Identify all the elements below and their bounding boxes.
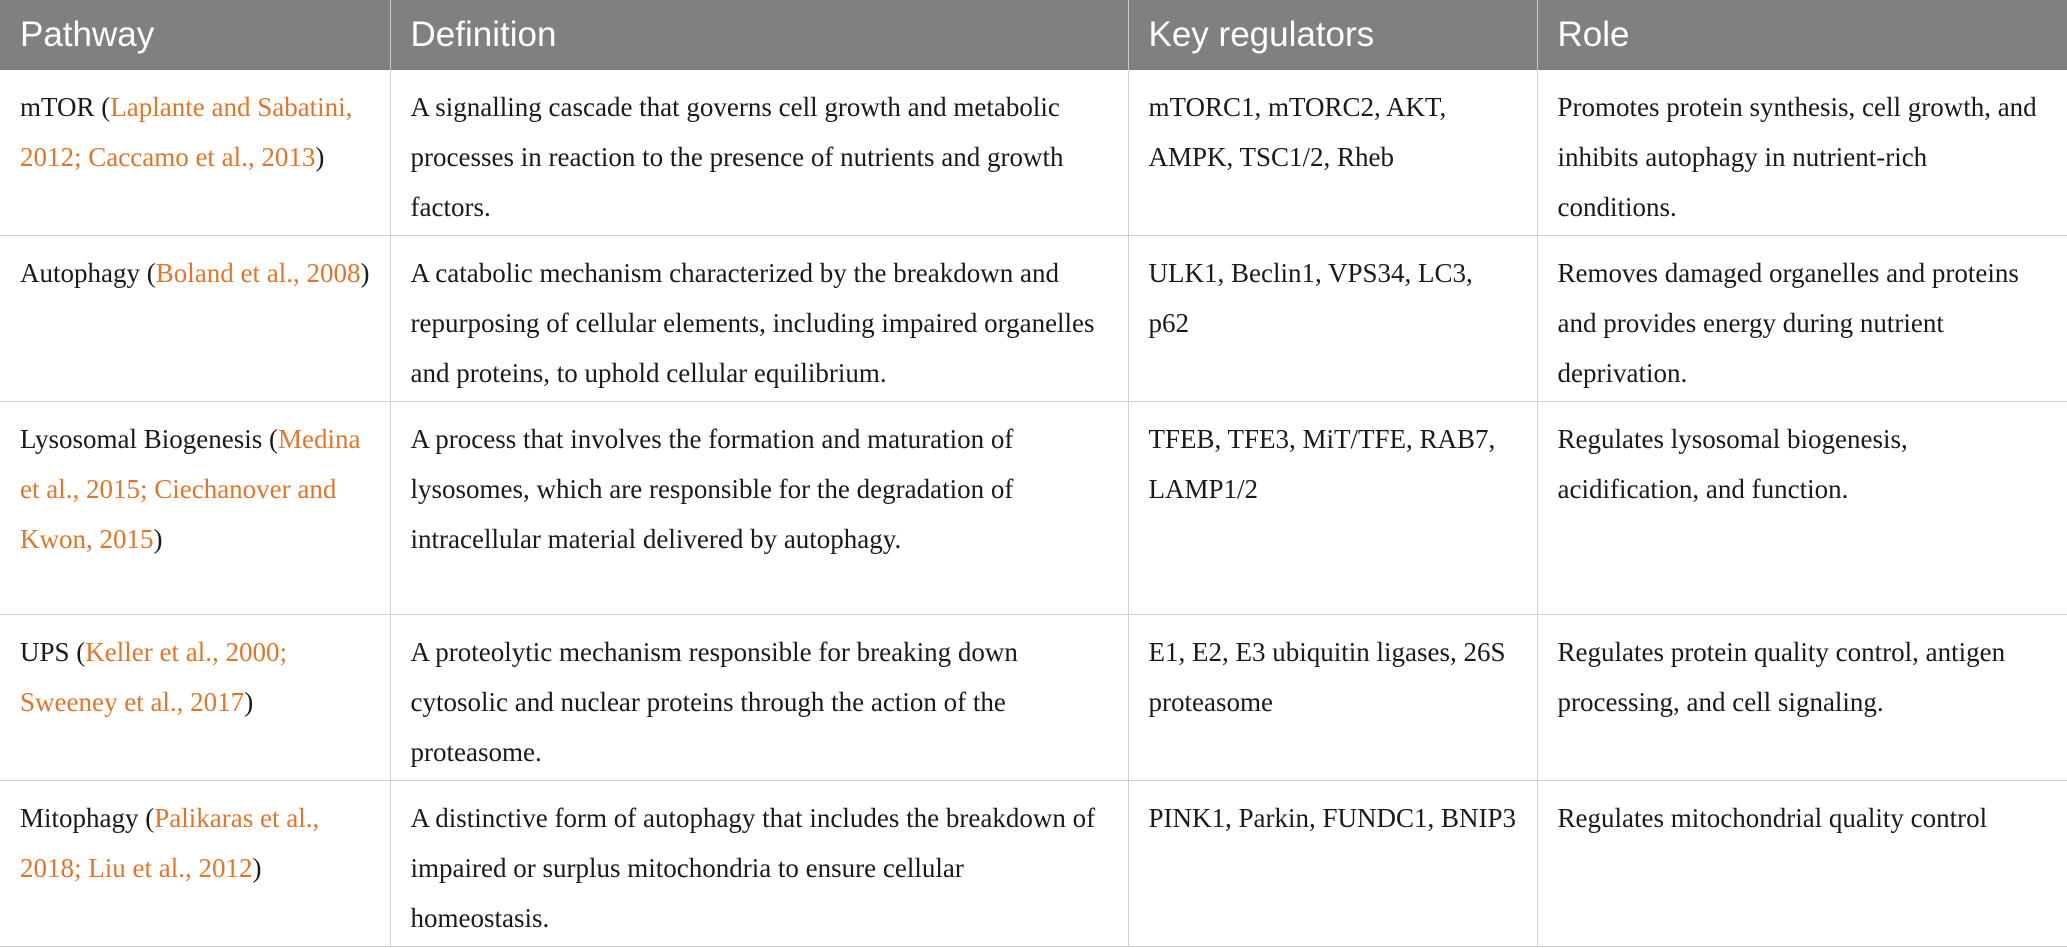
paren-close: ) [315,142,325,172]
paren-close: ) [153,524,163,554]
regulators-cell: ULK1, Beclin1, VPS34, LC3, p62 [1128,236,1537,402]
pathway-cell [0,781,390,947]
table-row [0,781,2067,947]
pathway-name: Mitophagy [20,803,139,833]
table-row [0,70,2067,236]
pathway-cell [0,615,390,781]
table-row [0,615,2067,781]
regulators-cell: E1, E2, E3 ubiquitin ligases, 26S proteasome [1128,615,1537,781]
pathway-name: mTOR [20,92,95,122]
pathway-name: Lysosomal Biogenesis [20,424,263,454]
regulators-cell: PINK1, Parkin, FUNDC1, BNIP3 [1128,781,1537,947]
pathway-name: Autophagy [20,258,140,288]
header-row [0,0,2067,70]
table-body [0,70,2067,947]
paren-open: ( [94,92,111,122]
paren-close: ) [360,258,370,288]
definition-cell: A catabolic mechanism characterized by the breakdown and repurposing of cellular elements, including impaired organelles and proteins, to uphold cellular equilibrium. [390,236,1128,402]
pathway-cell [0,236,390,402]
role-cell: Regulates mitochondrial quality control [1537,781,2067,947]
role-cell: Promotes protein synthesis, cell growth, and inhibits autophagy in nutrient-rich conditions. [1537,70,2067,236]
citation-link[interactable]: Laplante and Sabatini, 2012; Caccamo et al., 2013 [20,92,353,172]
header-pathway: Pathway [0,0,390,70]
table-row [0,402,2067,615]
header-definition: Definition [390,0,1128,70]
table-row [0,236,2067,402]
paren-open: ( [138,803,155,833]
role-cell: Regulates protein quality control, antigen processing, and cell signaling. [1537,615,2067,781]
definition-cell: A process that involves the formation and maturation of lysosomes, which are responsible for the degradation of intracellular material delivered by autophagy. [390,402,1128,615]
table-header [0,0,2067,70]
pathway-cell [0,402,390,615]
paren-close: ) [252,853,262,883]
role-cell: Regulates lysosomal biogenesis, acidification, and function. [1537,402,2067,615]
regulators-cell: mTORC1, mTORC2, AKT, AMPK, TSC1/2, Rheb [1128,70,1537,236]
paren-open: ( [139,258,156,288]
role-cell: Removes damaged organelles and proteins and provides energy during nutrient deprivation. [1537,236,2067,402]
paren-open: ( [262,424,278,454]
regulators-cell: TFEB, TFE3, MiT/TFE, RAB7, LAMP1/2 [1128,402,1537,615]
definition-cell: A signalling cascade that governs cell growth and metabolic processes in reaction to the presence of nutrients and growth factors. [390,70,1128,236]
header-role: Role [1537,0,2067,70]
definition-cell: A distinctive form of autophagy that includes the breakdown of impaired or surplus mitochondria to ensure cellular homeostasis. [390,781,1128,947]
paren-open: ( [69,637,86,667]
header-key-regulators: Key regulators [1128,0,1537,70]
paren-close: ) [244,687,254,717]
citation-link[interactable]: Palikaras et al., 2018; Liu et al., 2012 [20,803,320,883]
definition-cell: A proteolytic mechanism responsible for breaking down cytosolic and nuclear proteins through the action of the proteasome. [390,615,1128,781]
citation-link[interactable]: Boland et al., 2008 [155,258,361,288]
pathway-cell [0,70,390,236]
citation-link[interactable]: Medina et al., 2015; Ciechanover and Kwon, 2015 [20,424,361,554]
citation-link[interactable]: Keller et al., 2000; Sweeney et al., 2017 [20,637,287,717]
pathway-name: UPS [20,637,70,667]
